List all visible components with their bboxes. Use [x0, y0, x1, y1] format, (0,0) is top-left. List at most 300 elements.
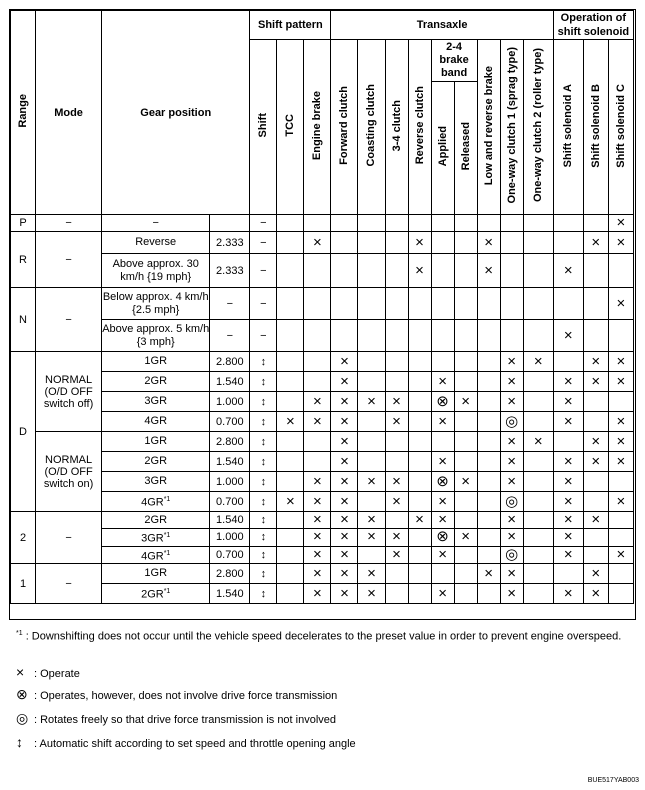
- mark-cell: [408, 529, 431, 547]
- mark-cell: ×: [431, 412, 454, 432]
- shift-operation-table: [10, 10, 634, 604]
- footnote-ref: *1: [163, 532, 171, 539]
- mark-cell: ×: [500, 352, 523, 372]
- mark-cell: ×: [431, 546, 454, 564]
- mark-cell: [277, 372, 304, 392]
- mark-cell: ×: [608, 412, 633, 432]
- mark-cell: ×: [331, 432, 358, 452]
- mark-cell: [385, 288, 408, 320]
- mark-cell: [523, 512, 553, 529]
- mark-cell: [500, 254, 523, 288]
- up-down-arrow-icon: ↕: [260, 435, 267, 448]
- mark-cell: [583, 412, 608, 432]
- shift-arrow-cell: [250, 564, 277, 584]
- mark-cell: [477, 512, 500, 529]
- mark-cell: [431, 254, 454, 288]
- gear-ratio-cell: 2.800: [210, 564, 250, 584]
- mark-cell: ×: [304, 492, 331, 512]
- mark-cell: [358, 372, 385, 392]
- mark-cell: ×: [523, 352, 553, 372]
- mark-cell: [523, 392, 553, 412]
- mark-cell: ×: [431, 452, 454, 472]
- mark-cell: [385, 512, 408, 529]
- mark-cell: ×: [553, 492, 583, 512]
- mode-cell: −: [36, 288, 102, 352]
- mark-cell: [277, 288, 304, 320]
- up-down-arrow-icon: ↕: [260, 475, 267, 488]
- mark-cell: [304, 432, 331, 452]
- col-header-5-text: 3-4 clutch: [390, 99, 403, 152]
- up-down-arrow-icon: ↕: [260, 495, 267, 508]
- mark-cell: ×: [608, 492, 633, 512]
- col-header-10: [500, 40, 523, 215]
- mark-cell: [477, 288, 500, 320]
- mark-cell: [454, 372, 477, 392]
- mark-cell: [304, 320, 331, 352]
- mark-cell: [358, 215, 385, 232]
- header-24-brake-band: 2-4 brake band: [431, 40, 477, 82]
- col-header-4-text: Coasting clutch: [365, 84, 378, 167]
- mark-cell: [331, 232, 358, 254]
- mark-cell: [331, 320, 358, 352]
- mark-cell: ×: [408, 254, 431, 288]
- mark-cell: ×: [331, 452, 358, 472]
- mark-cell: ×: [500, 584, 523, 604]
- gear-position-cell: 2GR$^{*1}$: [102, 584, 210, 604]
- shift-arrow-cell: [250, 392, 277, 412]
- up-down-arrow-icon: ↕: [260, 395, 267, 408]
- mark-cell: ×: [454, 392, 477, 412]
- col-header-11: [523, 40, 553, 215]
- mark-cell: [454, 584, 477, 604]
- mark-cell: ×: [608, 215, 633, 232]
- mode-cell: NORMAL (O/D OFF switch on): [36, 432, 102, 512]
- mark-cell: ×: [385, 392, 408, 412]
- header-shift-solenoid: Operation of shift solenoid: [553, 11, 633, 40]
- mark-cell: ×: [331, 472, 358, 492]
- shift-cell: −: [250, 215, 277, 232]
- gear-position-cell: 3GR$^{*1}$: [102, 529, 210, 547]
- mark-cell: [523, 546, 553, 564]
- mark-cell: [477, 372, 500, 392]
- mark-cell: [523, 529, 553, 547]
- mark-cell: [385, 232, 408, 254]
- mark-cell: [553, 215, 583, 232]
- gear-position-cell: 2GR: [102, 452, 210, 472]
- mark-cell: ×: [583, 584, 608, 604]
- col-header-5: [385, 40, 408, 215]
- mark-cell: [385, 372, 408, 392]
- mark-cell: [523, 254, 553, 288]
- mark-cell: ×: [304, 232, 331, 254]
- up-down-arrow-icon: ↕: [260, 567, 267, 580]
- mark-cell: ×: [385, 472, 408, 492]
- mark-cell: [454, 254, 477, 288]
- mark-cell: [583, 472, 608, 492]
- col-header-4: [358, 40, 385, 215]
- mode-cell: −: [36, 512, 102, 564]
- mark-cell: [408, 215, 431, 232]
- col-header-9-text: Low and reverse brake: [482, 65, 495, 186]
- mark-cell: [408, 432, 431, 452]
- mode-cell: −: [36, 215, 102, 232]
- col-header-1-text: TCC: [284, 114, 297, 137]
- gear-position-cell: 1GR: [102, 432, 210, 452]
- gear-position-cell: 2GR: [102, 372, 210, 392]
- mark-cell: [523, 288, 553, 320]
- mark-cell: [358, 546, 385, 564]
- mark-cell: [304, 254, 331, 288]
- mark-cell: [408, 452, 431, 472]
- shift-cell: −: [250, 320, 277, 352]
- mark-cell: [553, 232, 583, 254]
- range-cell: N: [11, 288, 36, 352]
- note-automatic-shift: [16, 734, 356, 750]
- mark-cell: ×: [583, 372, 608, 392]
- mark-cell: ×: [500, 452, 523, 472]
- mark-cell: ×: [477, 254, 500, 288]
- mark-cell: ×: [553, 584, 583, 604]
- mark-cell: ×: [500, 564, 523, 584]
- mark-cell: ×: [304, 546, 331, 564]
- double-circle-icon: ◎: [16, 710, 29, 726]
- mark-cell: [553, 564, 583, 584]
- gear-ratio-cell: 0.700: [210, 492, 250, 512]
- mark-cell: ×: [331, 546, 358, 564]
- mark-cell: ×: [553, 546, 583, 564]
- col-header-13-text: Shift solenoid B: [589, 83, 602, 168]
- note-operates-no-drive: [16, 686, 337, 703]
- note-automatic-shift-text: : Automatic shift according to set speed and throttle opening angle: [34, 738, 356, 750]
- mark-cell: [408, 584, 431, 604]
- mark-cell: [454, 512, 477, 529]
- col-header-10-text: One-way clutch 1 (sprag type): [505, 47, 518, 204]
- mark-cell: ×: [553, 529, 583, 547]
- footnote-ref: *1: [163, 588, 171, 596]
- mark-cell: ×: [477, 232, 500, 254]
- mark-cell: [553, 432, 583, 452]
- note-rotates-freely: [16, 710, 336, 727]
- mark-cell: ×: [553, 372, 583, 392]
- mark-cell: [523, 232, 553, 254]
- mark-cell: ×: [608, 232, 633, 254]
- gear-position-cell: 3GR: [102, 392, 210, 412]
- mark-cell: [608, 320, 633, 352]
- col-header-0-text: Shift: [257, 113, 270, 138]
- mark-cell: [500, 232, 523, 254]
- mark-cell: [608, 392, 633, 412]
- mark-cell: [523, 320, 553, 352]
- mark-cell: [277, 320, 304, 352]
- mark-cell: [304, 452, 331, 472]
- mark-cell: [331, 254, 358, 288]
- mark-cell: [608, 472, 633, 492]
- mark-cell: ×: [277, 492, 304, 512]
- mark-cell: [277, 352, 304, 372]
- gear-ratio-cell: 2.333: [210, 232, 250, 254]
- col-header-8: [454, 82, 477, 215]
- col-header-14-text: Shift solenoid C: [614, 83, 627, 168]
- gear-position-cell: 2GR: [102, 512, 210, 529]
- mark-cell: [500, 215, 523, 232]
- mark-cell: ×: [385, 492, 408, 512]
- col-header-11-text: One-way clutch 2 (roller type): [532, 48, 545, 203]
- mark-cell: ×: [358, 584, 385, 604]
- shift-arrow-cell: [250, 452, 277, 472]
- cross-icon: ×: [16, 664, 25, 680]
- gear-position-cell: Above approx. 5 km/h {3 mph}: [102, 320, 210, 352]
- mark-cell: [454, 452, 477, 472]
- shift-arrow-cell: [250, 492, 277, 512]
- mark-cell: ×: [358, 564, 385, 584]
- mark-cell: [477, 392, 500, 412]
- mark-cell: ×: [431, 512, 454, 529]
- mark-cell: [385, 215, 408, 232]
- mark-cell: ×: [583, 452, 608, 472]
- mark-cell: ×: [304, 472, 331, 492]
- mark-cell: [385, 584, 408, 604]
- mark-cell: [477, 529, 500, 547]
- shift-cell: −: [250, 254, 277, 288]
- mark-cell: ×: [583, 432, 608, 452]
- mode-cell: −: [36, 564, 102, 604]
- mark-cell: [408, 352, 431, 372]
- mark-cell: ◎: [500, 412, 523, 432]
- up-down-arrow-icon: ↕: [260, 455, 267, 468]
- shift-table-frame: [9, 9, 636, 620]
- mark-cell: [583, 546, 608, 564]
- mark-cell: [408, 372, 431, 392]
- mark-cell: [277, 529, 304, 547]
- mark-cell: [477, 584, 500, 604]
- range-cell: R: [11, 232, 36, 288]
- note-operate: [16, 664, 80, 680]
- mark-cell: [454, 352, 477, 372]
- mark-cell: ×: [431, 492, 454, 512]
- mark-cell: ×: [304, 584, 331, 604]
- note-operate-text: : Operate: [34, 668, 80, 680]
- mark-cell: ×: [277, 412, 304, 432]
- gear-position-cell: 4GR: [102, 412, 210, 432]
- mark-cell: ×: [331, 392, 358, 412]
- gear-ratio-cell: 2.800: [210, 352, 250, 372]
- shift-arrow-cell: [250, 584, 277, 604]
- col-header-12: [553, 40, 583, 215]
- mark-cell: [523, 472, 553, 492]
- col-header-0: [250, 40, 277, 215]
- mark-cell: [583, 215, 608, 232]
- header-transaxle: Transaxle: [331, 11, 553, 40]
- col-header-1: [277, 40, 304, 215]
- mark-cell: [277, 546, 304, 564]
- col-header-2: [304, 40, 331, 215]
- mark-cell: ×: [304, 564, 331, 584]
- mark-cell: ×: [500, 432, 523, 452]
- mark-cell: [277, 584, 304, 604]
- note-footnote: [16, 630, 621, 643]
- mark-cell: [385, 564, 408, 584]
- mark-cell: [608, 564, 633, 584]
- mark-cell: [431, 564, 454, 584]
- mark-cell: [553, 352, 583, 372]
- gear-position-cell: Below approx. 4 km/h {2.5 mph}: [102, 288, 210, 320]
- mark-cell: ×: [477, 564, 500, 584]
- gear-position-cell: 1GR: [102, 352, 210, 372]
- range-cell: D: [11, 352, 36, 512]
- mark-cell: ×: [408, 512, 431, 529]
- mark-cell: [277, 392, 304, 412]
- mark-cell: ×: [608, 372, 633, 392]
- mark-cell: [477, 320, 500, 352]
- mark-cell: ×: [500, 529, 523, 547]
- mark-cell: [358, 452, 385, 472]
- mark-cell: [608, 512, 633, 529]
- mark-cell: [304, 215, 331, 232]
- footnote-ref: *1: [163, 549, 171, 557]
- mark-cell: ×: [523, 432, 553, 452]
- up-down-arrow-icon: ↕: [16, 734, 23, 750]
- range-header-text: Range: [17, 94, 30, 128]
- mark-cell: [583, 288, 608, 320]
- mark-cell: ×: [331, 352, 358, 372]
- mark-cell: [277, 472, 304, 492]
- mark-cell: [608, 254, 633, 288]
- mark-cell: [408, 392, 431, 412]
- mark-cell: ×: [331, 492, 358, 512]
- footnote-mark: *1: [16, 630, 23, 637]
- mark-cell: ×: [553, 452, 583, 472]
- mark-cell: ×: [500, 392, 523, 412]
- header-range: [11, 11, 36, 215]
- header-mode: Mode: [36, 11, 102, 215]
- mark-cell: [431, 320, 454, 352]
- mark-cell: [523, 412, 553, 432]
- mark-cell: ×: [331, 412, 358, 432]
- mark-cell: [454, 232, 477, 254]
- mark-cell: [477, 215, 500, 232]
- mark-cell: [385, 254, 408, 288]
- mark-cell: [277, 432, 304, 452]
- mark-cell: [277, 512, 304, 529]
- gear-ratio-cell: 0.700: [210, 412, 250, 432]
- mark-cell: [277, 232, 304, 254]
- mark-cell: ×: [331, 512, 358, 529]
- col-header-3: [331, 40, 358, 215]
- mark-cell: ×: [553, 320, 583, 352]
- mark-cell: ×: [553, 472, 583, 492]
- mark-cell: [500, 288, 523, 320]
- mark-cell: ×: [304, 412, 331, 432]
- mark-cell: ×: [331, 564, 358, 584]
- mark-cell: [304, 288, 331, 320]
- mark-cell: [358, 352, 385, 372]
- mark-cell: ×: [553, 512, 583, 529]
- mark-cell: ×: [583, 512, 608, 529]
- mark-cell: [408, 492, 431, 512]
- mark-cell: [477, 472, 500, 492]
- mark-cell: ×: [385, 412, 408, 432]
- mark-cell: [358, 320, 385, 352]
- mark-cell: [408, 472, 431, 492]
- mark-cell: [431, 352, 454, 372]
- mark-cell: [408, 546, 431, 564]
- gear-ratio-cell: 1.000: [210, 472, 250, 492]
- gear-ratio-cell: [210, 215, 250, 232]
- mark-cell: [523, 492, 553, 512]
- up-down-arrow-icon: ↕: [260, 531, 267, 544]
- mark-cell: [277, 452, 304, 472]
- up-down-arrow-icon: ↕: [260, 355, 267, 368]
- mark-cell: ⊗: [431, 529, 454, 547]
- mark-cell: [331, 288, 358, 320]
- col-header-12-text: Shift solenoid A: [562, 83, 575, 168]
- shift-cell: −: [250, 232, 277, 254]
- mark-cell: [431, 288, 454, 320]
- mark-cell: ×: [608, 352, 633, 372]
- mark-cell: [408, 288, 431, 320]
- mark-cell: ×: [608, 288, 633, 320]
- shift-arrow-cell: [250, 432, 277, 452]
- mark-cell: ×: [608, 452, 633, 472]
- up-down-arrow-icon: ↕: [260, 375, 267, 388]
- shift-arrow-cell: [250, 412, 277, 432]
- gear-ratio-cell: 2.800: [210, 432, 250, 452]
- shift-arrow-cell: [250, 512, 277, 529]
- mark-cell: [477, 492, 500, 512]
- mark-cell: [385, 352, 408, 372]
- mark-cell: [454, 320, 477, 352]
- mark-cell: [358, 432, 385, 452]
- mark-cell: [477, 432, 500, 452]
- mark-cell: [477, 452, 500, 472]
- mark-cell: [523, 564, 553, 584]
- mark-cell: ⊗: [431, 392, 454, 412]
- gear-ratio-cell: 0.700: [210, 546, 250, 564]
- note-operates-no-drive-text: : Operates, however, does not involve drive force transmission: [34, 690, 338, 702]
- header-shift-pattern: Shift pattern: [250, 11, 331, 40]
- col-header-9: [477, 40, 500, 215]
- header-gear-position: Gear position: [102, 11, 250, 215]
- circled-cross-icon: ⊗: [16, 686, 28, 702]
- mark-cell: ×: [408, 232, 431, 254]
- mark-cell: ×: [583, 564, 608, 584]
- mark-cell: [583, 320, 608, 352]
- gear-ratio-cell: 1.540: [210, 512, 250, 529]
- shift-arrow-cell: [250, 372, 277, 392]
- mark-cell: ×: [431, 584, 454, 604]
- mark-cell: ×: [331, 584, 358, 604]
- mark-cell: [331, 215, 358, 232]
- mark-cell: ×: [304, 392, 331, 412]
- mark-cell: ×: [304, 512, 331, 529]
- mark-cell: ×: [553, 412, 583, 432]
- mark-cell: [500, 320, 523, 352]
- mark-cell: [477, 412, 500, 432]
- mark-cell: [523, 372, 553, 392]
- mark-cell: [431, 432, 454, 452]
- mark-cell: ×: [500, 372, 523, 392]
- up-down-arrow-icon: ↕: [260, 514, 267, 526]
- mark-cell: ×: [304, 529, 331, 547]
- mark-cell: [277, 564, 304, 584]
- mark-cell: [431, 215, 454, 232]
- up-down-arrow-icon: ↕: [260, 415, 267, 428]
- gear-ratio-cell: 1.540: [210, 584, 250, 604]
- mark-cell: ×: [608, 432, 633, 452]
- mark-cell: ⊗: [431, 472, 454, 492]
- mark-cell: [583, 492, 608, 512]
- mark-cell: [431, 232, 454, 254]
